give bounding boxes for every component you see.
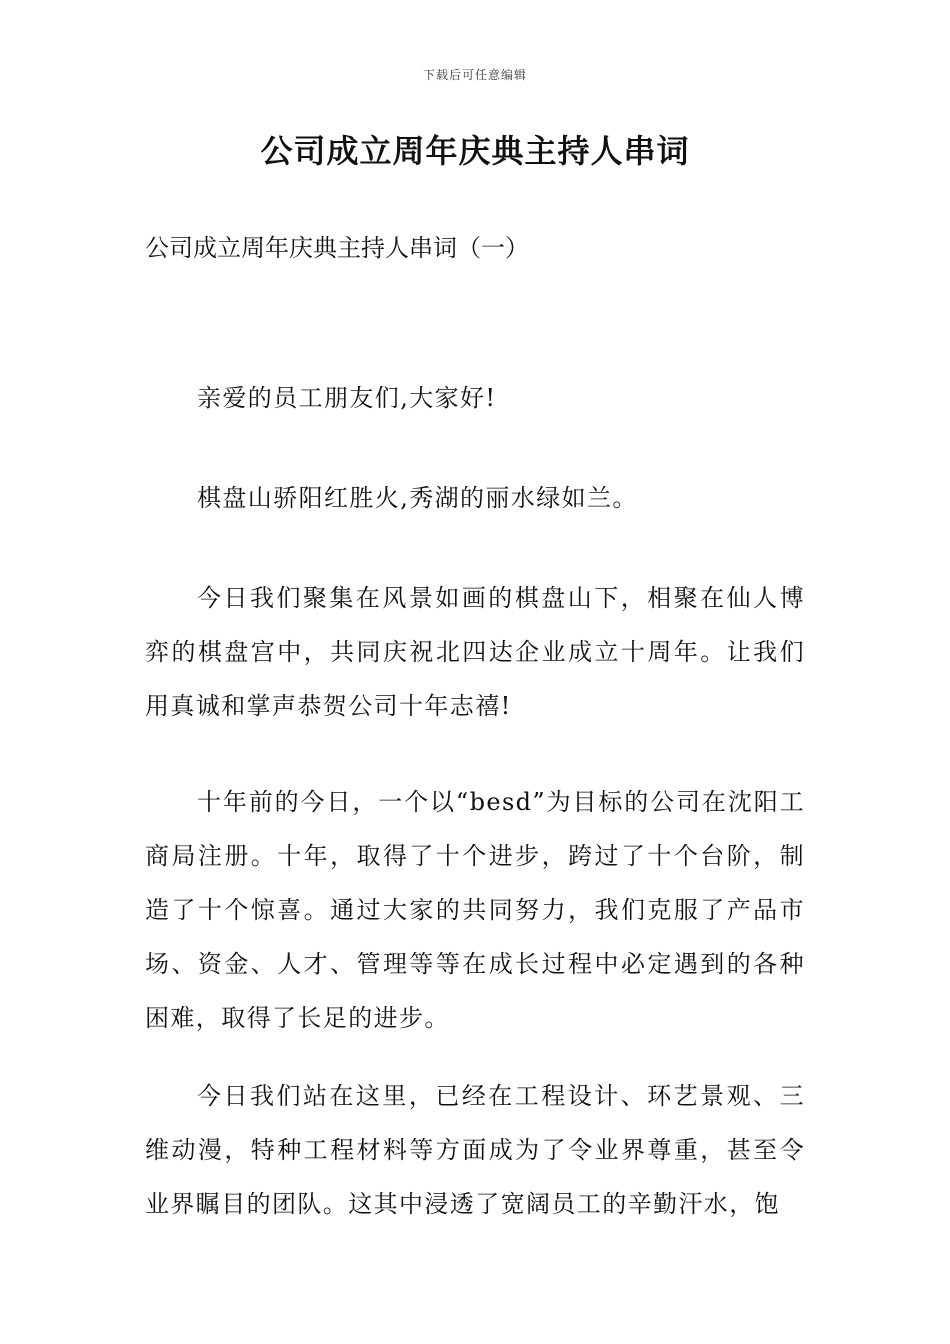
paragraph-achievements: 今日我们站在这里，已经在工程设计、环艺景观、三维动漫，特种工程材料等方面成为了令业界尊重，甚至令业界瞩目的团队。这其中浸透了宽阔员工的辛勤汗水，饱: [145, 1082, 805, 1218]
paragraph-scenery: 棋盘山骄阳红胜火,秀湖的丽水绿如兰。: [197, 484, 638, 512]
paragraph-celebration: 今日我们聚集在风景如画的棋盘山下，相聚在仙人博弈的棋盘宫中，共同庆祝北四达企业成立十周年。让我们用真诚和掌声恭贺公司十年志禧!: [145, 584, 805, 720]
paragraph-history: 十年前的今日，一个以“besd”为目标的公司在沈阳工商局注册。十年，取得了十个进步，跨过了十个台阶，制造了十个惊喜。通过大家的共同努力，我们克服了产品市场、资金、人才、管理等等在成长过程中必定遇到的各种困难，取得了长足的进步。: [145, 788, 805, 1032]
document-title: 公司成立周年庆典主持人串词: [260, 132, 690, 170]
header-note: 下载后可任意编辑: [422, 68, 527, 82]
document-subtitle: 公司成立周年庆典主持人串词（一）: [145, 234, 529, 262]
paragraph-greeting: 亲爱的员工朋友们,大家好!: [197, 384, 497, 412]
